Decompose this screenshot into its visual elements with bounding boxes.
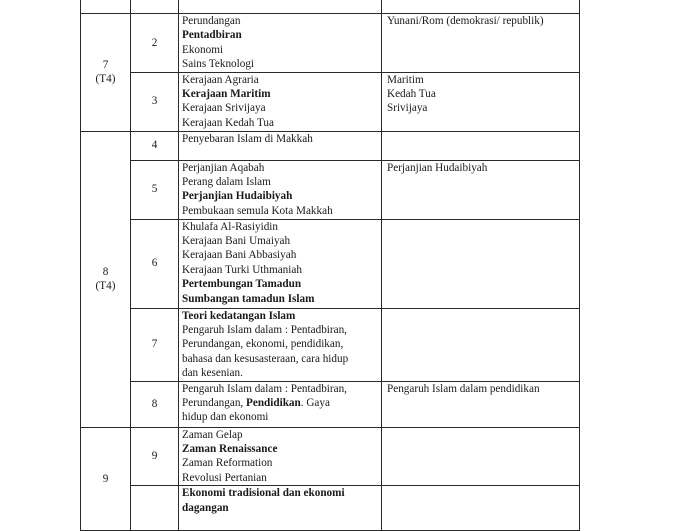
content-line: Kerajaan Agraria: [182, 73, 259, 86]
unit-number: 7: [102, 58, 109, 71]
topic-content: [179, 308, 382, 381]
unit-number: 9: [102, 472, 109, 485]
topic-notes: [382, 131, 580, 160]
topic-content: [179, 72, 382, 131]
topic-number: 9: [131, 427, 179, 486]
topic-number: [131, 486, 179, 531]
content-line: hidup dan ekonomi: [182, 411, 269, 424]
topic-notes: [382, 427, 580, 486]
content-line: Kerajaan Bani Abbasiyah: [182, 249, 297, 262]
topic-content: [179, 427, 382, 486]
table-row: [81, 427, 580, 486]
content-line: Ekonomi: [182, 43, 224, 56]
topic-content: [179, 131, 382, 160]
unit-number: 8: [102, 265, 109, 278]
topic-number: 3: [131, 72, 179, 131]
topic-content: [179, 160, 382, 219]
table-row: [81, 486, 580, 531]
topic-notes: [382, 381, 580, 427]
unit-cell: [81, 14, 131, 132]
content-line: Perjanjian Aqabah: [182, 161, 265, 174]
content-line: Pembukaan semula Kota Makkah: [182, 204, 333, 217]
content-line: Perang dalam Islam: [182, 176, 271, 189]
topic-content: [179, 219, 382, 308]
note-line: Srivijaya: [387, 102, 428, 115]
topic-notes: [382, 160, 580, 219]
topic-content: [179, 381, 382, 427]
topic-notes: [382, 486, 580, 531]
note-line: Pengaruh Islam dalam pendidikan: [387, 382, 540, 395]
content-segment: . Gaya: [300, 397, 330, 410]
content-line: Sains Teknologi: [182, 58, 255, 71]
content-line: Penyebaran Islam di Makkah: [182, 132, 313, 145]
unit-cell: [81, 427, 131, 531]
content-segment: Pendidikan: [246, 397, 301, 410]
content-line: Kerajaan Kedah Tua: [182, 116, 274, 129]
table-row: [81, 219, 580, 308]
topic-content: [179, 0, 382, 14]
content-line: Pengaruh Islam dalam : Pentadbiran,: [182, 324, 347, 337]
topic-content: [179, 486, 382, 531]
unit-cell: [81, 0, 131, 14]
table-row: [81, 0, 580, 14]
topic-number: 5: [131, 160, 179, 219]
table-row: [81, 308, 580, 381]
table-row: [81, 381, 580, 427]
note-line: Kedah Tua: [387, 88, 436, 101]
topic-number: 2: [131, 14, 179, 73]
topic-notes: [382, 0, 580, 14]
content-line: dagangan: [182, 501, 229, 514]
topic-notes: [382, 14, 580, 73]
note-line: Yunani/Rom (demokrasi/ republik): [387, 15, 544, 27]
content-line: Pertembungan Tamadun: [182, 278, 302, 291]
unit-form: (T4): [95, 73, 116, 86]
content-line: Teori kedatangan Islam: [182, 309, 296, 322]
content-segment: Perundangan,: [182, 397, 247, 410]
table-row: [81, 160, 580, 219]
topic-notes: [382, 308, 580, 381]
content-line: Sumbangan tamadun Islam: [182, 292, 315, 305]
topic-number: 7: [131, 308, 179, 381]
content-line: Kerajaan Turki Uthmaniah: [182, 263, 302, 276]
table-row: [81, 14, 580, 73]
content-line: Ekonomi tradisional dan ekonomi: [182, 487, 345, 500]
topic-number: 8: [131, 381, 179, 427]
content-line: Perundangan, ekonomi, pendidikan,: [182, 338, 344, 351]
content-line: Perundangan: [182, 15, 241, 27]
content-line: bahasa dan kesusasteraan, cara hidup: [182, 352, 349, 365]
unit-form: (T4): [95, 280, 116, 293]
topic-number: 6: [131, 219, 179, 308]
content-line: Zaman Renaissance: [182, 443, 278, 456]
unit-cell: [81, 131, 131, 427]
topic-number: 4: [131, 131, 179, 160]
topic-content: [179, 14, 382, 73]
note-line: Perjanjian Hudaibiyah: [387, 161, 488, 174]
topic-notes: [382, 72, 580, 131]
table-row: [81, 131, 580, 160]
table-row: [81, 72, 580, 131]
content-line: Pentadbiran: [182, 29, 242, 42]
note-line: Maritim: [387, 73, 424, 86]
content-line: [182, 396, 378, 410]
content-line: Kerajaan Maritim: [182, 88, 271, 101]
topic-notes: [382, 219, 580, 308]
content-line: Kerajaan Bani Umaiyah: [182, 235, 291, 248]
content-line: Kerajaan Srivijaya: [182, 102, 266, 115]
content-line: dan kesenian.: [182, 367, 243, 380]
content-line: Pengaruh Islam dalam : Pentadbiran,: [182, 382, 347, 395]
syllabus-table: [80, 0, 580, 531]
content-line: Zaman Reformation: [182, 457, 273, 470]
content-line: Perjanjian Hudaibiyah: [182, 190, 293, 203]
content-line: Revolusi Pertanian: [182, 471, 267, 484]
content-line: Zaman Gelap: [182, 428, 243, 441]
content-line: Khulafa Al-Rasiyidin: [182, 220, 279, 233]
topic-number: [131, 0, 179, 14]
